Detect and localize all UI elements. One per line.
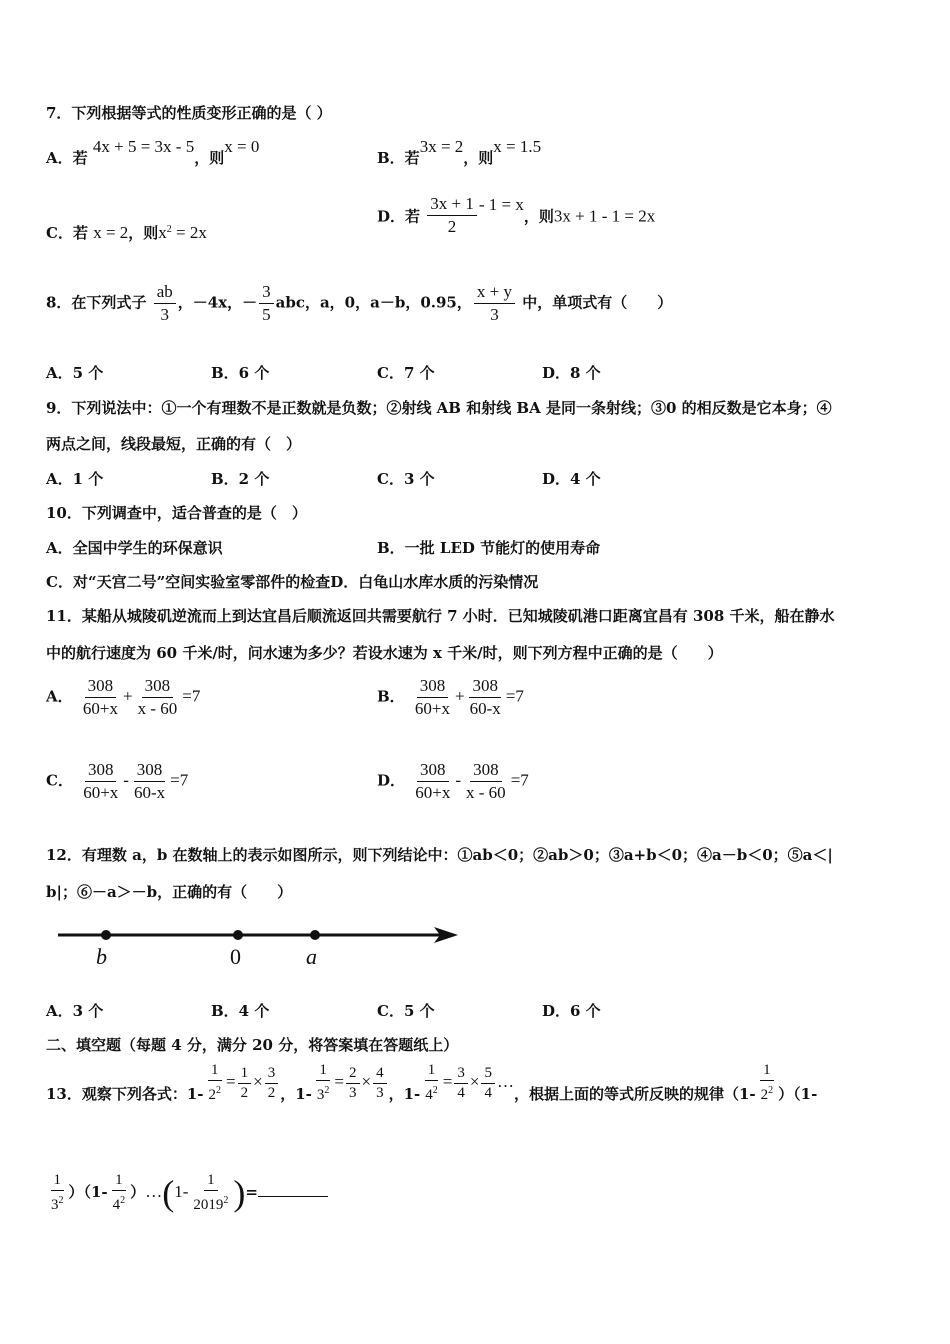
q7-option-d[interactable] — [377, 196, 655, 239]
connector-text: ，则 — [194, 149, 225, 167]
operator: + — [455, 686, 465, 706]
operator: × — [469, 1072, 480, 1091]
option-label: B．若 — [377, 149, 420, 167]
q9-option-c[interactable]: C．3 个 — [377, 470, 435, 488]
option-label: C． — [46, 771, 73, 790]
fraction: $\frac{1}{2019^2}$ — [193, 1172, 229, 1213]
fraction: $\frac{308}{60-x}$ — [133, 760, 166, 802]
label-zero: 0 — [230, 944, 241, 969]
fraction: $\frac{3}{5}$ — [259, 282, 274, 325]
equation: =7 — [510, 770, 529, 790]
connector-text: ，则 — [523, 207, 554, 226]
q10-stem: 10．下列调查中，适合普查的是（ ） — [46, 504, 307, 522]
q10-option-b[interactable]: B．一批 LED 节能灯的使用寿命 — [377, 539, 601, 557]
stem-text: ，根据上面的等式所反映的规律（1- — [513, 1085, 756, 1103]
connector-text: ，则 — [463, 149, 494, 167]
q7-option-b[interactable] — [377, 137, 542, 168]
stem-text: 1- — [295, 1085, 312, 1103]
stem-text: ）（1- — [778, 1085, 818, 1103]
stem-text: 中，单项式有（ ） — [522, 293, 673, 312]
fraction: $\frac{3}{4}$ — [454, 1065, 468, 1102]
q11-stem-line2: 中的航行速度为 60 千米/时，问水速为多少？若设水速为 x 千米/时，则下列方程中正确的是（ ） — [46, 644, 723, 662]
q12-stem-line2: b|；⑥－a＞－b，正确的有（ ） — [46, 883, 293, 901]
q8-stem — [46, 282, 672, 325]
stem-text: ， — [456, 293, 472, 312]
fraction: $\frac{2}{3}$ — [346, 1065, 360, 1102]
q13-stem-line1 — [46, 1062, 817, 1104]
operator: + — [122, 686, 133, 706]
fraction: $\frac{308}{60-x}$ — [469, 676, 501, 718]
q8-option-a[interactable]: A．5 个 — [46, 364, 104, 382]
ellipsis: … — [496, 1072, 514, 1091]
fraction: $\frac{308}{60+x}$ — [415, 760, 451, 802]
equation: = 2x — [171, 223, 207, 242]
stem-text: ） — [130, 1183, 146, 1201]
option-label: A．若 — [46, 149, 88, 167]
operator: = — [334, 1072, 345, 1091]
equation: x — [158, 223, 167, 242]
equation: x = 0 — [224, 137, 260, 156]
ellipsis: … — [145, 1182, 163, 1201]
stem-text: 1- — [403, 1085, 421, 1103]
q9-stem-line1: 9．下列说法中：①一个有理数不是正数就是负数；②射线 AB 和射线 BA 是同一条射线；③0 的相反数是它本身；④ — [46, 399, 832, 417]
q11-option-d[interactable] — [377, 760, 529, 803]
stem-text: ，－4x，－ — [177, 293, 258, 312]
fraction: $\frac{ab}{3}$ — [154, 282, 176, 325]
fraction: $\frac{1}{4^2}$ — [425, 1062, 438, 1103]
fraction: $\frac{4}{3}$ — [373, 1065, 387, 1102]
option-label: A． — [46, 687, 73, 706]
equation: x = 2 — [93, 223, 129, 242]
fraction: $\frac{308}{60+x}$ — [83, 760, 119, 802]
fraction: $\frac{308}{60+x}$ — [82, 676, 118, 718]
q9-option-d[interactable]: D．4 个 — [542, 470, 601, 488]
option-label: B． — [377, 687, 405, 706]
point-a — [310, 930, 320, 940]
answer-blank[interactable] — [258, 1182, 328, 1197]
operator: = — [442, 1072, 453, 1091]
option-label: C．若 — [46, 224, 88, 242]
operator: = — [226, 1072, 236, 1091]
operator: - — [455, 770, 462, 790]
q9-option-a[interactable]: A．1 个 — [46, 470, 104, 488]
equation: =7 — [170, 770, 189, 790]
option-label: D．若 — [377, 207, 421, 226]
point-b — [101, 930, 111, 940]
q10-option-a[interactable]: A．全国中学生的环保意识 — [46, 539, 223, 557]
fraction: $\frac{1}{3^2}$ — [51, 1172, 64, 1213]
stem-text: abc，a，0，a－b，0.95 — [275, 293, 457, 312]
fraction: $\frac{1}{4^2}$ — [112, 1172, 126, 1213]
equation: 3x + 1 - 1 = 2x — [553, 206, 656, 226]
section-2-title: 二、填空题（每题 4 分，满分 20 分，将答案填在答题纸上） — [46, 1036, 459, 1054]
operator: × — [361, 1072, 372, 1091]
q8-option-d[interactable]: D．8 个 — [542, 364, 601, 382]
fraction: $\frac{308}{60+x}$ — [414, 676, 451, 718]
equation: - 1 = x — [478, 194, 524, 214]
q13-stem-line2: $\frac{1}{3^2}$ ）（1- $\frac{1}{4^2}$ ）…(1- $\frac{1}{2019^2}$ )= — [46, 1172, 328, 1214]
label-b: b — [96, 944, 107, 969]
stem-text: ， — [388, 1085, 404, 1103]
equation: =7 — [182, 686, 201, 706]
label-a: a — [306, 944, 317, 969]
stem-text: ）（1- — [68, 1183, 108, 1201]
q12-option-a[interactable]: A．3 个 — [46, 1002, 104, 1020]
q8-option-c[interactable]: C．7 个 — [377, 364, 435, 382]
q12-option-c[interactable]: C．5 个 — [377, 1002, 435, 1020]
fraction: $\frac{1}{3^2}$ — [316, 1062, 330, 1103]
q9-option-b[interactable]: B．2 个 — [211, 470, 270, 488]
q8-option-b[interactable]: B．6 个 — [211, 364, 270, 382]
q12-stem-line1: 12．有理数 a，b 在数轴上的表示如图所示，则下列结论中：①ab＜0；②ab＞0；③a+b＜0；④a－b＜0；⑤a＜| — [46, 846, 833, 864]
exponent: 2 — [166, 224, 172, 235]
stem-text: = — [245, 1183, 258, 1201]
q9-stem-line2: 两点之间，线段最短，正确的有（ ） — [46, 435, 302, 453]
q7-option-a[interactable] — [46, 137, 260, 168]
stem-text: 8．在下列式子 — [46, 293, 147, 312]
operator: 1- — [174, 1182, 189, 1201]
q11-option-c[interactable] — [46, 760, 188, 803]
fraction: $\frac{x + y}{3}$ — [474, 282, 515, 325]
q7-option-c[interactable] — [46, 220, 207, 243]
equation: 3x = 2 — [419, 137, 464, 156]
q12-option-d[interactable]: D．6 个 — [542, 1002, 601, 1020]
q11-stem-line1: 11．某船从城陵矶逆流而上到达宜昌后顺流返回共需要航行 7 小时．已知城陵矶港口距离宜昌有 308 千米，船在静水 — [46, 607, 835, 625]
fraction: $\frac{308}{x - 60}$ — [466, 760, 506, 802]
q11-option-b[interactable] — [377, 676, 524, 719]
stem-text: 13．观察下列各式： — [46, 1085, 187, 1103]
number-line-figure — [50, 918, 470, 974]
q12-option-b[interactable]: B．4 个 — [211, 1002, 270, 1020]
q7-stem: 7．下列根据等式的性质变形正确的是（ ） — [46, 104, 332, 122]
stem-text: ， — [280, 1085, 296, 1103]
operator: × — [253, 1072, 263, 1091]
fraction: $\frac{308}{x - 60}$ — [137, 676, 178, 718]
point-zero — [233, 930, 243, 940]
fraction: $\frac{1}{2^2}$ — [760, 1062, 774, 1103]
equation: 4x + 5 = 3x - 5 — [92, 137, 195, 156]
option-label: D． — [377, 771, 406, 790]
fraction: $\frac{1}{2^2}$ — [208, 1062, 222, 1103]
fraction: $\frac{1}{2}$ — [238, 1065, 252, 1102]
operator: - — [123, 770, 129, 790]
connector-text: ，则 — [128, 224, 159, 242]
fraction: $\frac{5}{4}$ — [481, 1065, 495, 1102]
fraction: $\frac{3x + 1}{2}$ — [427, 194, 477, 237]
q10-option-c-d[interactable]: C．对“天宫二号”空间实验室零部件的检查D．白龟山水库水质的污染情况 — [46, 573, 539, 591]
equation: =7 — [505, 686, 524, 706]
equation: x = 1.5 — [493, 137, 542, 156]
q11-option-a[interactable] — [46, 676, 200, 719]
stem-text: 1- — [186, 1085, 204, 1103]
fraction: $\frac{3}{2}$ — [265, 1065, 279, 1102]
